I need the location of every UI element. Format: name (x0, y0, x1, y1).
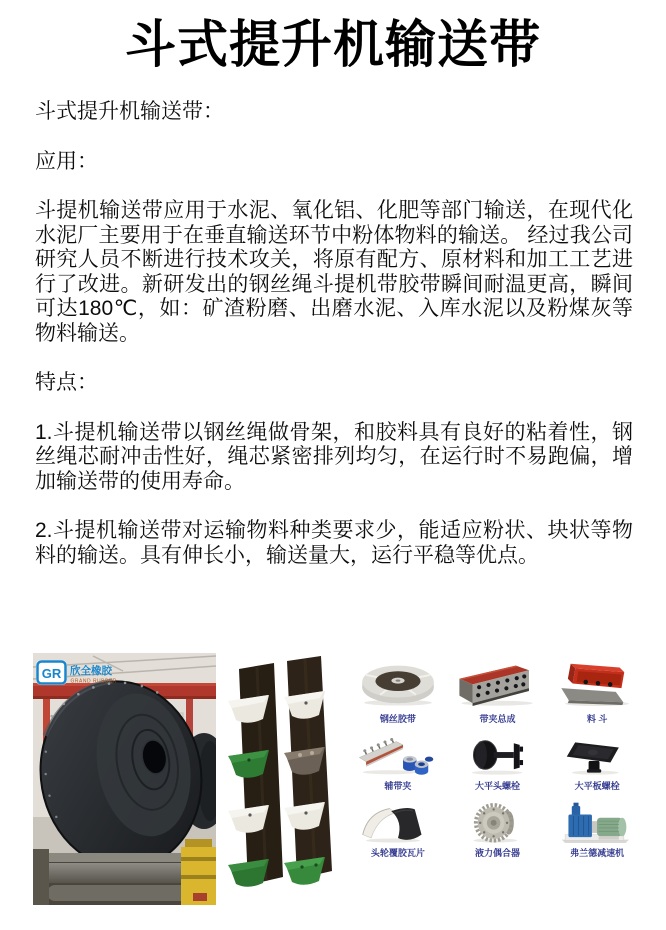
steel-roller (47, 885, 197, 901)
page-title: 斗式提升机输送带 (124, 16, 541, 73)
gear-reducer-image (550, 801, 644, 843)
feature-item-1: 1.斗提机输送带以钢丝绳做骨架，和胶料具有良好的粘着性，钢丝绳芯耐冲击性好，绳芯紧密排列均匀，在运行时不易跑偏，增加输送带的使用寿命。 (35, 420, 633, 493)
product-description (35, 100, 633, 593)
hopper-image (550, 656, 644, 709)
logo-name-cn: 欣全橡胶 (70, 665, 112, 677)
part-item (348, 801, 448, 859)
part-item (448, 656, 548, 725)
part-item (547, 734, 647, 792)
part-label: 大平头螺栓 (474, 781, 520, 791)
part-label: 料 斗 (586, 714, 608, 724)
part-label: 钢丝胶带 (379, 714, 416, 724)
flat-plate-bolt-image (550, 734, 644, 776)
application-heading: 应用： (35, 149, 98, 173)
part-label: 带夹总成 (479, 714, 516, 724)
logo-monogram: GR (41, 666, 62, 681)
feature-item-2: 2.斗提机输送带对运输物料种类要求少，能适应粉状、块状等物料的输送。具有伸长小，输送量大，运行平稳等优点。 (35, 519, 633, 567)
part-label: 液力偶合器 (474, 848, 520, 858)
part-label: 弗兰德减速机 (570, 848, 625, 858)
part-item (348, 656, 448, 725)
steel-wire-belt-coil-image (351, 656, 445, 709)
steel-roller (33, 863, 193, 883)
part-item (448, 801, 548, 859)
product-gallery (33, 653, 647, 915)
fluid-coupling-image (450, 801, 544, 843)
belt-clamp-strip-image (351, 734, 445, 776)
elevator-buckets-photo (224, 653, 342, 905)
part-label: 大平板螺栓 (574, 781, 620, 791)
logo-name-en: GRAND RUBBER (70, 678, 117, 685)
parts-grid (348, 653, 647, 859)
features-heading: 特点： (35, 371, 98, 394)
part-label: 辅带夹 (384, 781, 412, 791)
part-item (348, 734, 448, 792)
part-label: 头轮覆胶瓦片 (370, 848, 425, 858)
belt-clamp-assembly-image (450, 656, 544, 709)
part-item (547, 801, 647, 859)
rubber-lagging-tiles-image (351, 801, 445, 843)
flat-head-bolt-image (450, 734, 544, 776)
belt-roll-photo (33, 653, 216, 905)
intro-line: 斗式提升机输送带： (35, 100, 224, 123)
part-item (547, 656, 647, 725)
part-item (448, 734, 548, 792)
application-text: 斗提机输送带应用于水泥、氧化铝、化肥等部门输送，在现代化水泥厂主要用于在垂直输送环节中粉体物料的输送。 经过我公司研究人员不断进行技术攻关，将原有配方、原材料和加工工艺进行了改进。新研发出的钢丝绳斗提机带胶带瞬间耐温更高，瞬间可达180℃，如：矿渣粉磨、出磨水泥、入库水泥以及粉煤灰等物料输送。 (35, 199, 633, 345)
